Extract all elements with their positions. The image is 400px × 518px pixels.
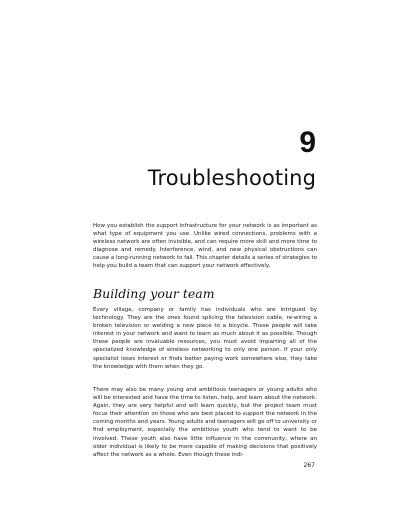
intro-paragraph: How you establish the support infrastructure for your network is as important as what type of equipment you use. Unlike wired connections, problems with a wireless network are often invisible, and can require more skill and more time to diagnose and remedy. Interference, wind, and new physical obstructions can cause a long-running network to fail. This chapter details a series of strategies to help you build a team that can support your network effectively.: [93, 223, 317, 270]
body-paragraph: There may also be many young and ambitious teenagers or young adults who will be interested and have the time to listen, help, and learn about the network. Again, they are very helpful and will learn quickly, but the project team must focus their attention on those who are best placed to support the network in the coming months and years. Young adults and teenagers will go off to university or find employment, especially the ambitious youth who tend to want to be involved. These youth also have little influence in the community, where an older individual is likely to be more capable of making decisions that positively affect the network as a whole. Even though these indi-: [93, 387, 317, 458]
section-heading: Building your team: [93, 286, 215, 301]
page-number: 267: [303, 462, 315, 469]
chapter-number: 9: [299, 126, 316, 159]
body-paragraph: Every village, company or family has individuals who are intrigued by technology. They are the ones found splicing the television cable, re-wiring a broken television or welding a new piece to a bicycle. These people will take interest in your network and want to learn as much about it as possible. Though these people are invaluable resources, you must avoid imparting all of the specialized knowledge of wireless networking to only one person. If your only specialist loses interest or finds better paying work somewhere else, they take the knowledge with them when they go.: [93, 307, 317, 370]
chapter-title: Troubleshooting: [147, 166, 316, 190]
